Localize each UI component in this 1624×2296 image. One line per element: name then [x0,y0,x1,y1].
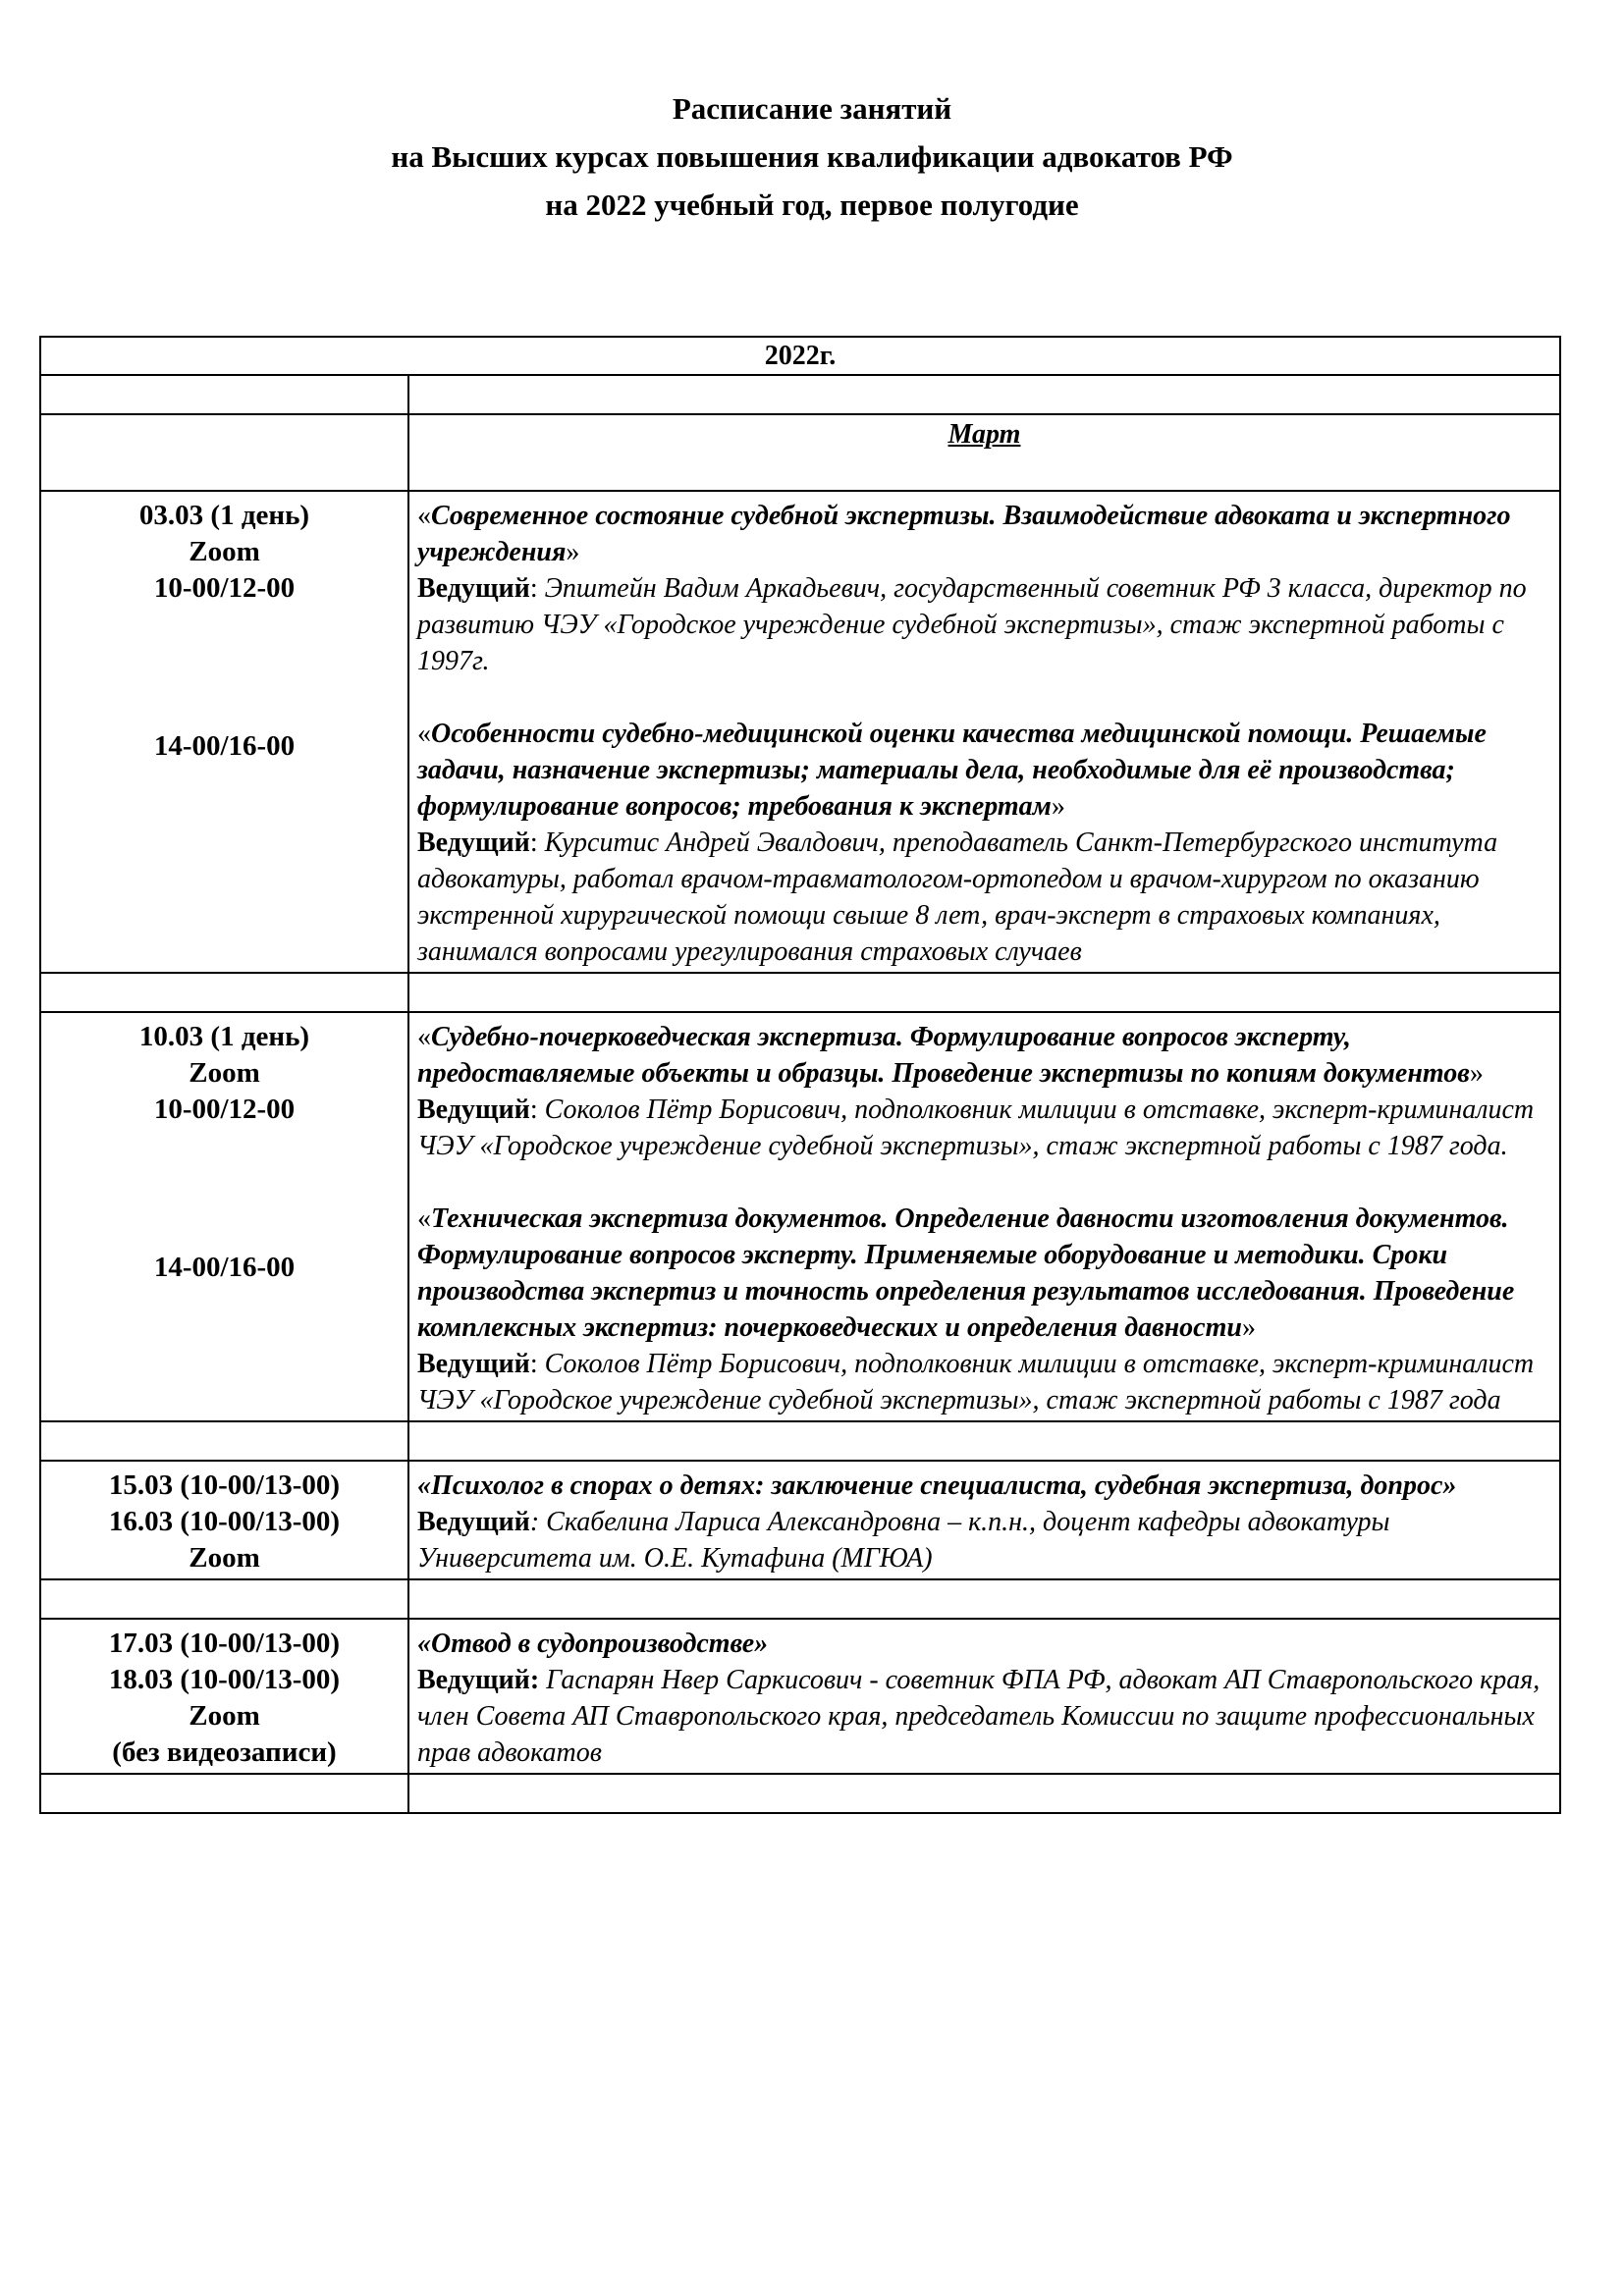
year-row [40,337,1560,375]
session: «Психолог в спорах о детях: заключение специалиста, судебная экспертиза, допрос» Ведущий: Скабелина Лариса Александровна – к.п.н., доцент кафедры адвокатуры Университета им. О.Е. Кутафина (МГЮА) [417,1470,1457,1574]
lead-text: Эпштейн Вадим Аркадьевич, государственный советник РФ 3 класса, директор по развитию ЧЭУ «Городское учреждение судебной экспертизы», стаж экспертной работы с 1997г. [417,573,1527,676]
title-line-1: Расписание занятий [672,91,952,126]
lead-text: Соколов Пётр Борисович, подполковник милиции в отставке, эксперт-криминалист ЧЭУ «Городское учреждение судебной экспертизы», стаж экспертной работы с 1987 года [417,1349,1535,1415]
session-topic: Судебно-почерковедческая экспертиза. Формулирование вопросов эксперту, предоставляемые объекты и образцы. Проведение экспертизы по копиям документов [417,1022,1470,1089]
session-topic: Современное состояние судебной экспертизы. Взаимодействие адвоката и экспертного учреждения [417,501,1511,567]
spacer-row [40,973,1560,1012]
date-line: Zoom [189,1057,260,1089]
schedule-row [40,1461,1560,1579]
lead-text: Курситис Андрей Эвалдович, преподаватель Санкт-Петербургского института адвокатуры, работал врачом-травматологом-ортопедом и врачом-хирургом по оказанию экстренной хирургической помощи свыше 8 лет, врач-эксперт в страховых компаниях, занимался вопросами урегулирования страховых случаев [417,828,1498,967]
time-line: 14-00/16-00 [153,1252,296,1283]
date-line: 18.03 (10-00/13-00) [108,1664,341,1695]
spacer-row [40,1421,1560,1461]
lead-label: Ведущий [417,573,530,604]
session-topic: Техническая экспертиза документов. Определение давности изготовления документов. Формулирование вопросов эксперту. Применяемые оборудование и методики. Сроки производства экспертиз и точность определения результатов исследования. Проведение комплексных экспертиз: почерковедческих и определения давности [417,1203,1515,1343]
schedule-row [40,491,1560,973]
spacer-row [40,375,1560,414]
date-line: Zoom [189,1542,260,1574]
spacer-row [40,1579,1560,1619]
session-cell [408,1461,1560,1579]
title-line-2: на Высших курсах повышения квалификации адвокатов РФ [391,139,1233,174]
session-topic: «Отвод в судопроизводстве» [417,1629,769,1659]
time-line: 14-00/16-00 [153,730,296,762]
session-topic: Особенности судебно-медицинской оценки качества медицинской помощи. Решаемые задачи, назначение экспертизы; материалы дела, необходимые для её производства; формулирование вопросов; требования к экспертам [417,719,1487,822]
schedule-table [39,336,1561,1814]
session-cell [408,1012,1560,1421]
lead-text: Соколов Пётр Борисович, подполковник милиции в отставке, эксперт-криминалист ЧЭУ «Городское учреждение судебной экспертизы», стаж экспертной работы с 1987 года. [417,1095,1535,1161]
schedule-row [40,1619,1560,1774]
schedule-row [40,1012,1560,1421]
session: «Особенности судебно-медицинской оценки качества медицинской помощи. Решаемые задачи, назначение экспертизы; материалы дела, необходимые для её производства; формулирование вопросов; требования к экспертам» Ведущий: Курситис Андрей Эвалдович, преподаватель Санкт-Петербургского института адвокатуры, работал врачом-травматологом-ортопедом и врачом-хирургом по оказанию экстренной хирургической помощи свыше 8 лет, врач-эксперт в страховых компаниях, занимался вопросами урегулирования страховых случаев [417,719,1498,967]
date-line: Zoom [189,536,260,567]
date-line: 03.03 (1 день) [138,500,310,531]
session: «Судебно-почерковедческая экспертиза. Формулирование вопросов эксперту, предоставляемые объекты и образцы. Проведение экспертизы по копиям документов» Ведущий: Соколов Пётр Борисович, подполковник милиции в отставке, эксперт-криминалист ЧЭУ «Городское учреждение судебной экспертизы», стаж экспертной работы с 1987 года. [417,1022,1535,1161]
spacer-row [40,1774,1560,1813]
session: «Техническая экспертиза документов. Определение давности изготовления документов. Формулирование вопросов эксперту. Применяемые оборудование и методики. Сроки производства экспертиз и точность определения результатов исследования. Проведение комплексных экспертиз: почерковедческих и определения давности» Ведущий: Соколов Пётр Борисович, подполковник милиции в отставке, эксперт-криминалист ЧЭУ «Городское учреждение судебной экспертизы», стаж экспертной работы с 1987 года [417,1203,1535,1415]
year-cell: 2022г. [40,337,1560,375]
session-topic: «Психолог в спорах о детях: заключение специалиста, судебная экспертиза, допрос» [417,1470,1457,1501]
date-line: 10.03 (1 день) [138,1021,310,1052]
date-line: 10-00/12-00 [153,572,296,604]
session-cell [408,491,1560,973]
date-cell [40,1461,408,1579]
session: «Отвод в судопроизводстве» Ведущий: Гаспарян Нвер Саркисович - советник ФПА РФ, адвокат АП Ставропольского края, член Совета АП Ставропольского края, председатель Комиссии по защите профессиональных прав адвокатов [417,1629,1541,1768]
title-line-3: на 2022 учебный год, первое полугодие [545,187,1079,222]
session-cell [408,1619,1560,1774]
date-cell [40,491,408,973]
date-line: Zoom [189,1700,260,1732]
date-line: (без видеозаписи) [112,1736,337,1768]
date-line: 10-00/12-00 [153,1094,296,1125]
lead-text: Скабелина Лариса Александровна – к.п.н., доцент кафедры адвокатуры Университета им. О.Е. Кутафина (МГЮА) [417,1507,1390,1574]
document-title [0,90,1624,235]
lead-label: Ведущий [417,1095,530,1125]
date-line: 17.03 (10-00/13-00) [108,1628,341,1659]
month-label: Март [408,414,1560,491]
date-cell [40,1012,408,1421]
lead-label: Ведущий [417,828,530,858]
lead-label: Ведущий [417,1665,530,1695]
session: «Современное состояние судебной экспертизы. Взаимодействие адвоката и экспертного учреждения» Ведущий: Эпштейн Вадим Аркадьевич, государственный советник РФ 3 класса, директор по развитию ЧЭУ «Городское учреждение судебной экспертизы», стаж экспертной работы с 1997г. [417,501,1527,676]
date-cell [40,1619,408,1774]
date-line: 16.03 (10-00/13-00) [108,1506,341,1537]
lead-label: Ведущий [417,1507,530,1537]
month-row [40,414,1560,491]
lead-text: Гаспарян Нвер Саркисович - советник ФПА РФ, адвокат АП Ставропольского края, член Совета АП Ставропольского края, председатель Комиссии по защите профессиональных прав адвокатов [417,1665,1541,1768]
date-line: 15.03 (10-00/13-00) [108,1469,341,1501]
lead-label: Ведущий [417,1349,530,1379]
